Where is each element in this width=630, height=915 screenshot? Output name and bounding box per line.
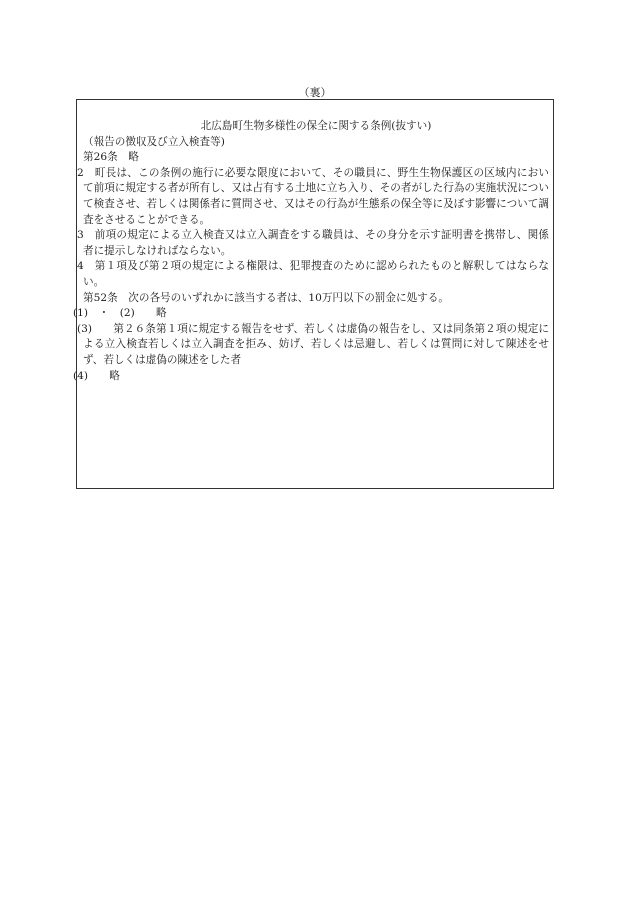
article-52-items-1-2: (1) ・ (2) 略 [73, 307, 167, 320]
ordinance-excerpt [73, 119, 549, 384]
article-26-paragraph-4: 4 第１項及び第２項の規定による権限は、犯罪捜査のために認められたものと解釈してはならない。 [77, 260, 549, 288]
article-52-item-4: (4) 略 [73, 369, 120, 382]
document-frame [73, 99, 554, 489]
document-title: 北広島町生物多様性の保全に関する条例(抜すい) [200, 120, 432, 132]
page-side-label: （裏） [298, 86, 332, 99]
article-26: 第26条 略 [83, 151, 139, 164]
article-26-paragraph-2: 2 町長は、この条例の施行に必要な限度において、その職員に、野生生物保護区の区域内において前項に規定する者が所有し、又は占有する土地に立ち入り、その者がした行為の実施状況について検査させ、若しくは関係者に質問させ、又はその行為が生態系の保全等に及ぼす影響について調査をさせることができる。 [77, 166, 549, 226]
article-52-item-3: (3) 第２６条第１項に規定する報告をせず、若しくは虚偽の報告をし、又は同条第２項の規定による立入検査若しくは立入調査を拒み、妨げ、若しくは忌避し、若しくは質問に対して陳述をせず、若しくは虚偽の陳述をした者 [77, 322, 549, 366]
section-heading: （報告の徴収及び立入検査等) [83, 135, 225, 148]
article-26-paragraph-3: 3 前項の規定による立入検査又は立入調査をする職員は、その身分を示す証明書を携帯し、関係者に提示しなければならない。 [77, 229, 549, 257]
article-52: 第52条 次の各号のいずれかに該当する者は、10万円以下の罰金に処する。 [83, 291, 449, 304]
